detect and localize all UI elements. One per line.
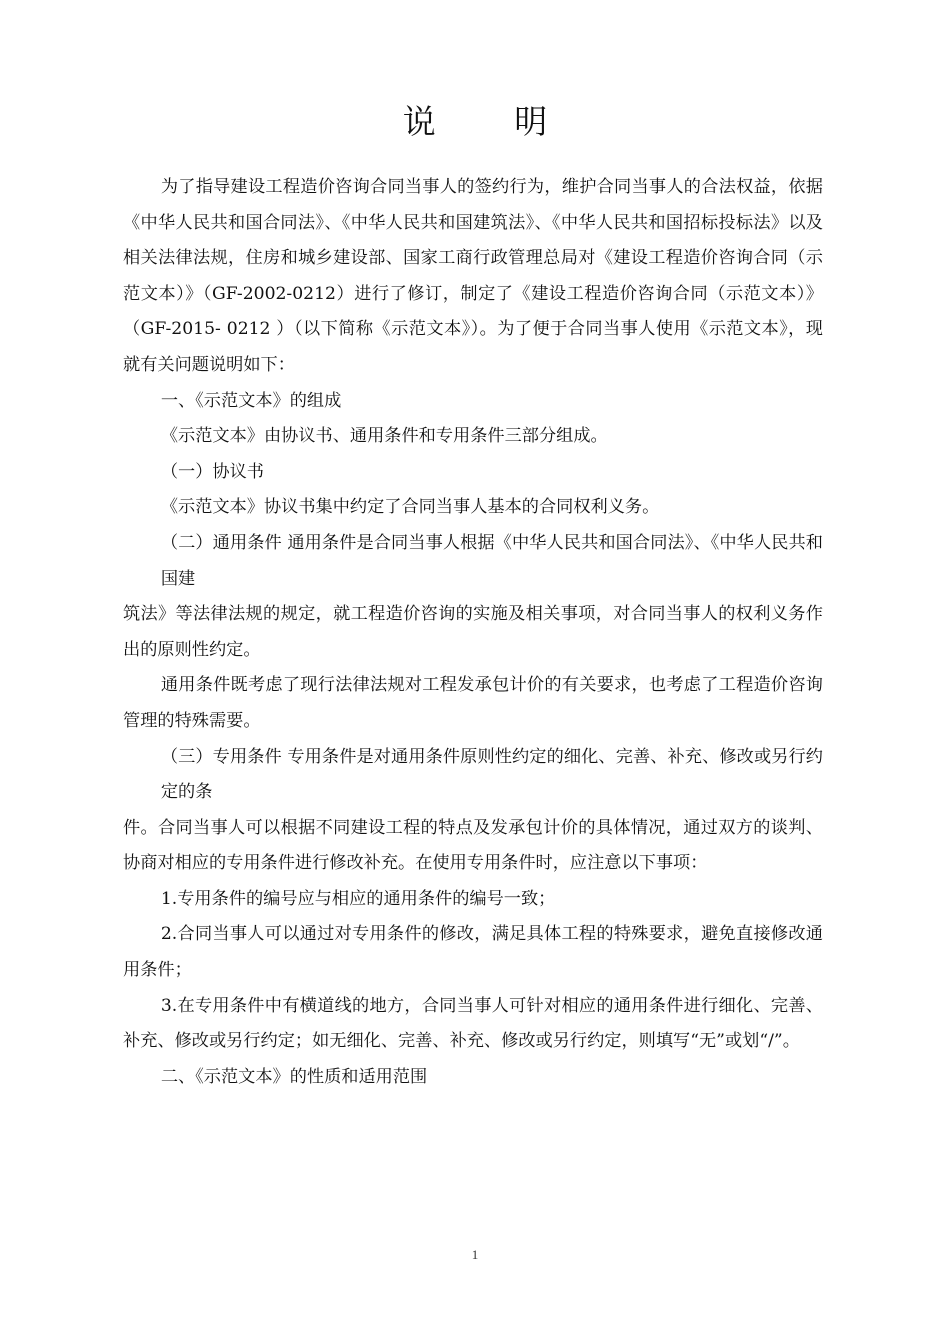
document-body: [123, 170, 823, 1095]
general-conditions-heading: （二）通用条件 通用条件是合同当事人根据《中华人民共和国合同法》、《中华人民共和国建: [160, 532, 823, 589]
intro-paragraph: 为了指导建设工程造价咨询合同当事人的签约行为，维护合同当事人的合法权益，依据《中华人民共和国合同法》、《中华人民共和国建筑法》、《中华人民共和国招标投标法》以及相关法律法规，住房和城乡建设部、国家工商行政管理总局对《建设工程造价咨询合同（示范文本）》（GF-2002-0212）进行了修订，制定了《建设工程造价咨询合同（示范文本）》（GF-2015- 0212 ）（以下简称《示范文本》）。为了便于合同当事人使用《示范文本》，现就有关问题说明如下：: [123, 177, 823, 375]
list-item: 2.合同当事人可以通过对专用条件的修改，满足具体工程的特殊要求，避免直接修改通用条件；: [123, 924, 823, 981]
page-number: 1: [471, 1247, 479, 1262]
subheading-agreement: （一）协议书: [160, 461, 264, 482]
general-conditions-note: 通用条件既考虑了现行法律法规对工程发承包计价的有关要求，也考虑了工程造价咨询管理的特殊需要。: [123, 675, 823, 731]
special-conditions-paragraph: 件。合同当事人可以根据不同建设工程的特点及发承包计价的具体情况，通过双方的谈判、协商对相应的专用条件进行修改补充。在使用专用条件时，应注意以下事项：: [123, 817, 823, 874]
list-item: 3.在专用条件中有横道线的地方，合同当事人可针对相应的通用条件进行细化、完善、补充、修改或另行约定；如无细化、完善、补充、修改或另行约定，则填写“无”或划“/”。: [123, 995, 823, 1052]
section-heading-composition: 一、《示范文本》的组成: [160, 390, 342, 411]
composition-paragraph: 《示范文本》由协议书、通用条件和专用条件三部分组成。: [160, 426, 608, 447]
special-conditions-heading: （三）专用条件 专用条件是对通用条件原则性约定的细化、完善、补充、修改或另行约定的条: [160, 746, 823, 803]
section-heading-nature-scope: 二、《示范文本》的性质和适用范围: [160, 1066, 428, 1087]
general-conditions-paragraph: 筑法》等法律法规的规定，就工程造价咨询的实施及相关事项，对合同当事人的权利义务作出的原则性约定。: [123, 604, 823, 660]
agreement-paragraph: 《示范文本》协议书集中约定了合同当事人基本的合同权利义务。: [160, 497, 660, 518]
list-item: 1.专用条件的编号应与相应的通用条件的编号一致；: [160, 888, 556, 909]
page-title: 说 明: [402, 102, 582, 141]
